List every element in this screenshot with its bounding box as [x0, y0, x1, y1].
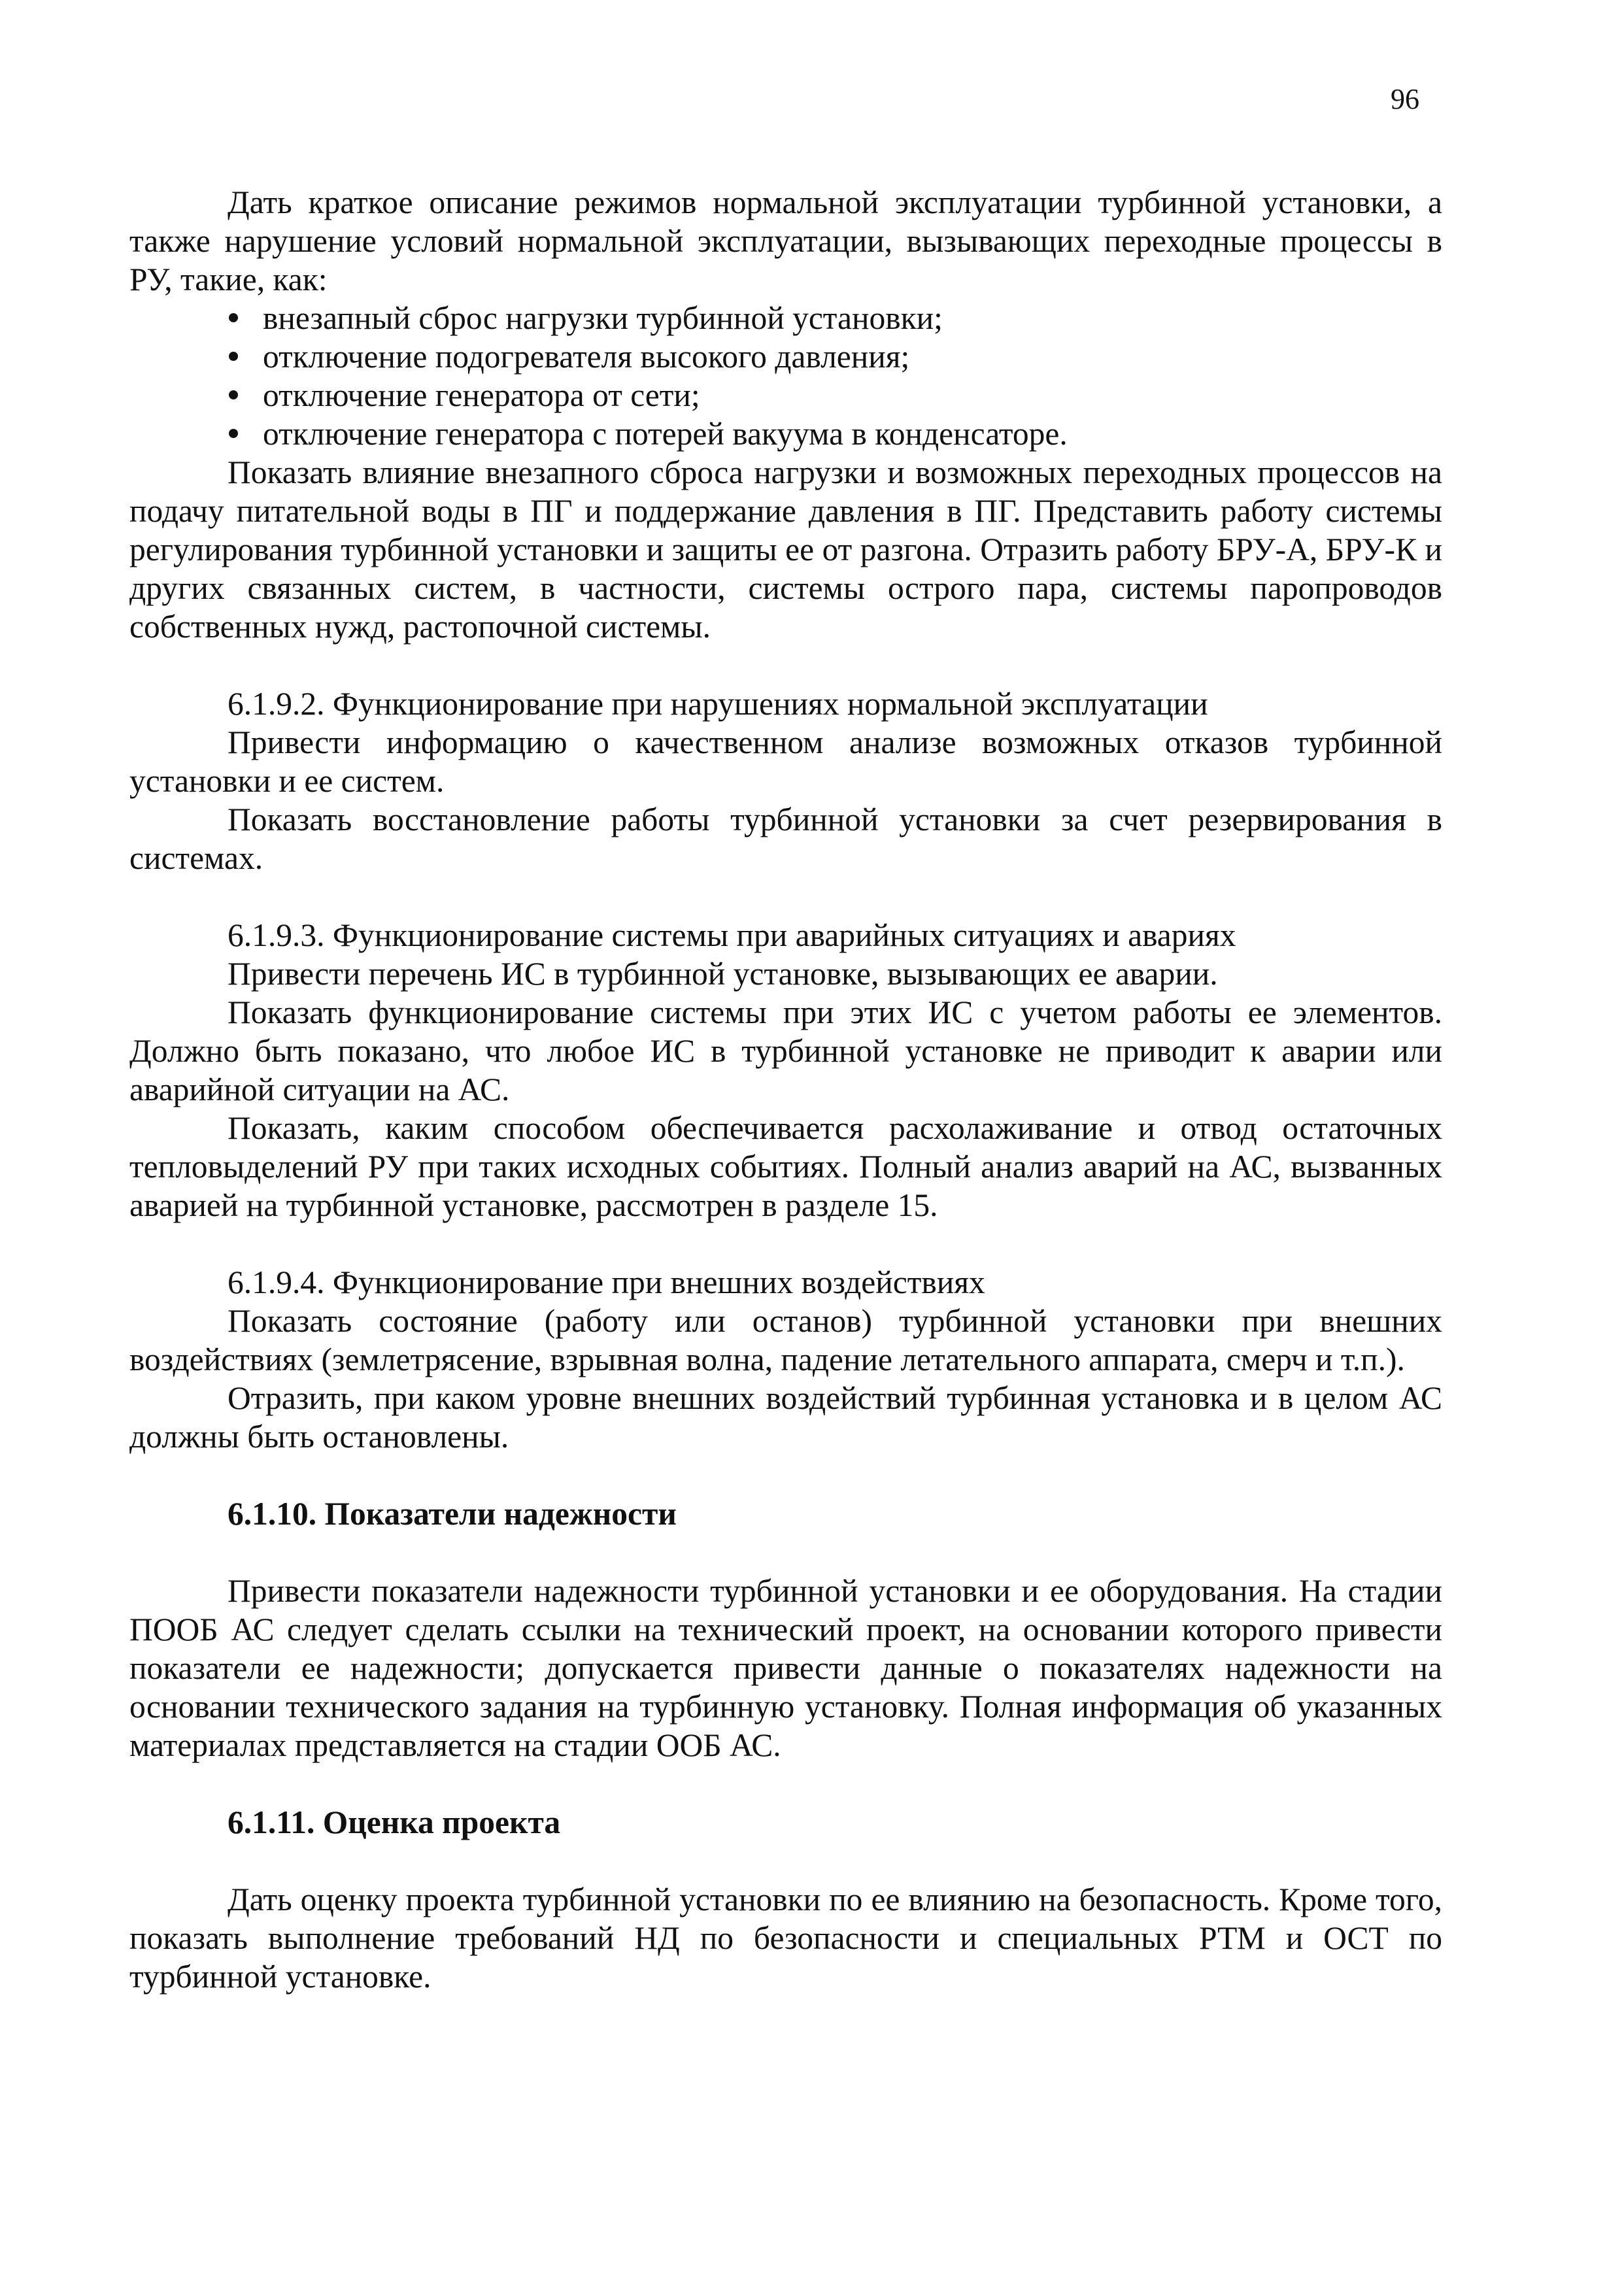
- list-item: [226, 414, 1442, 453]
- bullet-icon: [229, 390, 238, 399]
- spacer: [129, 1764, 1442, 1803]
- section-6-1-10-heading: 6.1.10. Показатели надежности: [228, 1496, 677, 1532]
- section-6-1-9-3-paragraph-1: Привести перечень ИС в турбинной установке, вызывающих ее аварии.: [228, 956, 1218, 992]
- spacer: [129, 646, 1442, 684]
- page-body: [129, 183, 1442, 1996]
- spacer: [129, 1842, 1442, 1880]
- section-6-1-9-3-paragraph-3: Показать, каким способом обеспечивается расхолаживание и отвод остаточных тепловыделений РУ при таких исходных событиях. Полный анализ аварий на АС, вызванных аварией на турбинной установке, рассмотрен в разделе 15.: [129, 1110, 1442, 1223]
- bullet-icon: [229, 313, 238, 322]
- spacer: [129, 877, 1442, 916]
- section-6-1-11-heading: 6.1.11. Оценка проекта: [228, 1804, 561, 1840]
- list-item-text: внезапный сброс нагрузки турбинной установки;: [263, 300, 943, 336]
- list-item: [226, 337, 1442, 376]
- section-6-1-9-3-paragraph-2: Показать функционирование системы при этих ИС с учетом работы ее элементов. Должно быть показано, что любое ИС в турбинной установке не приводит к аварии или аварийной ситуации на АС.: [129, 994, 1442, 1107]
- section-6-1-9-2-paragraph-2: Показать восстановление работы турбинной установки за счет резервирования в системах.: [129, 801, 1442, 876]
- list-item-text: отключение генератора с потерей вакуума в конденсаторе.: [263, 416, 1068, 452]
- spacer: [129, 1456, 1442, 1494]
- spacer: [129, 1533, 1442, 1572]
- section-6-1-11-paragraph: Дать оценку проекта турбинной установки по ее влиянию на безопасность. Кроме того, показать выполнение требований НД по безопасности и специальных РТМ и ОСТ по турбинной установке.: [129, 1881, 1442, 1995]
- section-6-1-9-2-paragraph-1: Привести информацию о качественном анализе возможных отказов турбинной установки и ее систем.: [129, 724, 1442, 799]
- list-item-text: отключение генератора от сети;: [263, 377, 700, 413]
- transient-list: [129, 299, 1442, 453]
- intro-paragraph: Дать краткое описание режимов нормальной эксплуатации турбинной установки, а также нарушение условий нормальной эксплуатации, вызывающих переходные процессы в РУ, такие, как:: [129, 184, 1442, 297]
- list-item: [226, 376, 1442, 414]
- section-6-1-9-4-paragraph-1: Показать состояние (работу или останов) турбинной установки при внешних воздействиях (землетрясение, взрывная волна, падение летательного аппарата, смерч и т.п.).: [129, 1303, 1442, 1377]
- section-6-1-9-3-heading: 6.1.9.3. Функционирование системы при аварийных ситуациях и авариях: [228, 917, 1236, 953]
- bullet-icon: [229, 429, 238, 438]
- spacer: [129, 1224, 1442, 1263]
- section-6-1-9-4-heading: 6.1.9.4. Функционирование при внешних воздействиях: [228, 1264, 985, 1300]
- list-item: [226, 299, 1442, 337]
- page-number: 96: [1391, 83, 1419, 115]
- section-6-1-9-2-heading: 6.1.9.2. Функционирование при нарушениях нормальной эксплуатации: [228, 686, 1208, 722]
- section-6-1-9-4-paragraph-2: Отразить, при каком уровне внешних воздействий турбинная установка и в целом АС должны быть остановлены.: [129, 1380, 1442, 1455]
- section-6-1-10-paragraph: Привести показатели надежности турбинной установки и ее оборудования. На стадии ПООБ АС следует сделать ссылки на технический проект, на основании которого привести показатели ее надежности; допускается привести данные о показателях надежности на основании технического задания на турбинную установку. Полная информация об указанных материалах представляется на стадии ООБ АС.: [129, 1573, 1442, 1763]
- bullet-icon: [229, 352, 238, 361]
- list-item-text: отключение подогревателя высокого давления;: [263, 339, 910, 375]
- intro-after-paragraph: Показать влияние внезапного сброса нагрузки и возможных переходных процессов на подачу питательной воды в ПГ и поддержание давления в ПГ. Представить работу системы регулирования турбинной установки и защиты ее от разгона. Отразить работу БРУ-А, БРУ-К и других связанных систем, в частности, системы острого пара, системы паропроводов собственных нужд, растопочной системы.: [129, 454, 1442, 645]
